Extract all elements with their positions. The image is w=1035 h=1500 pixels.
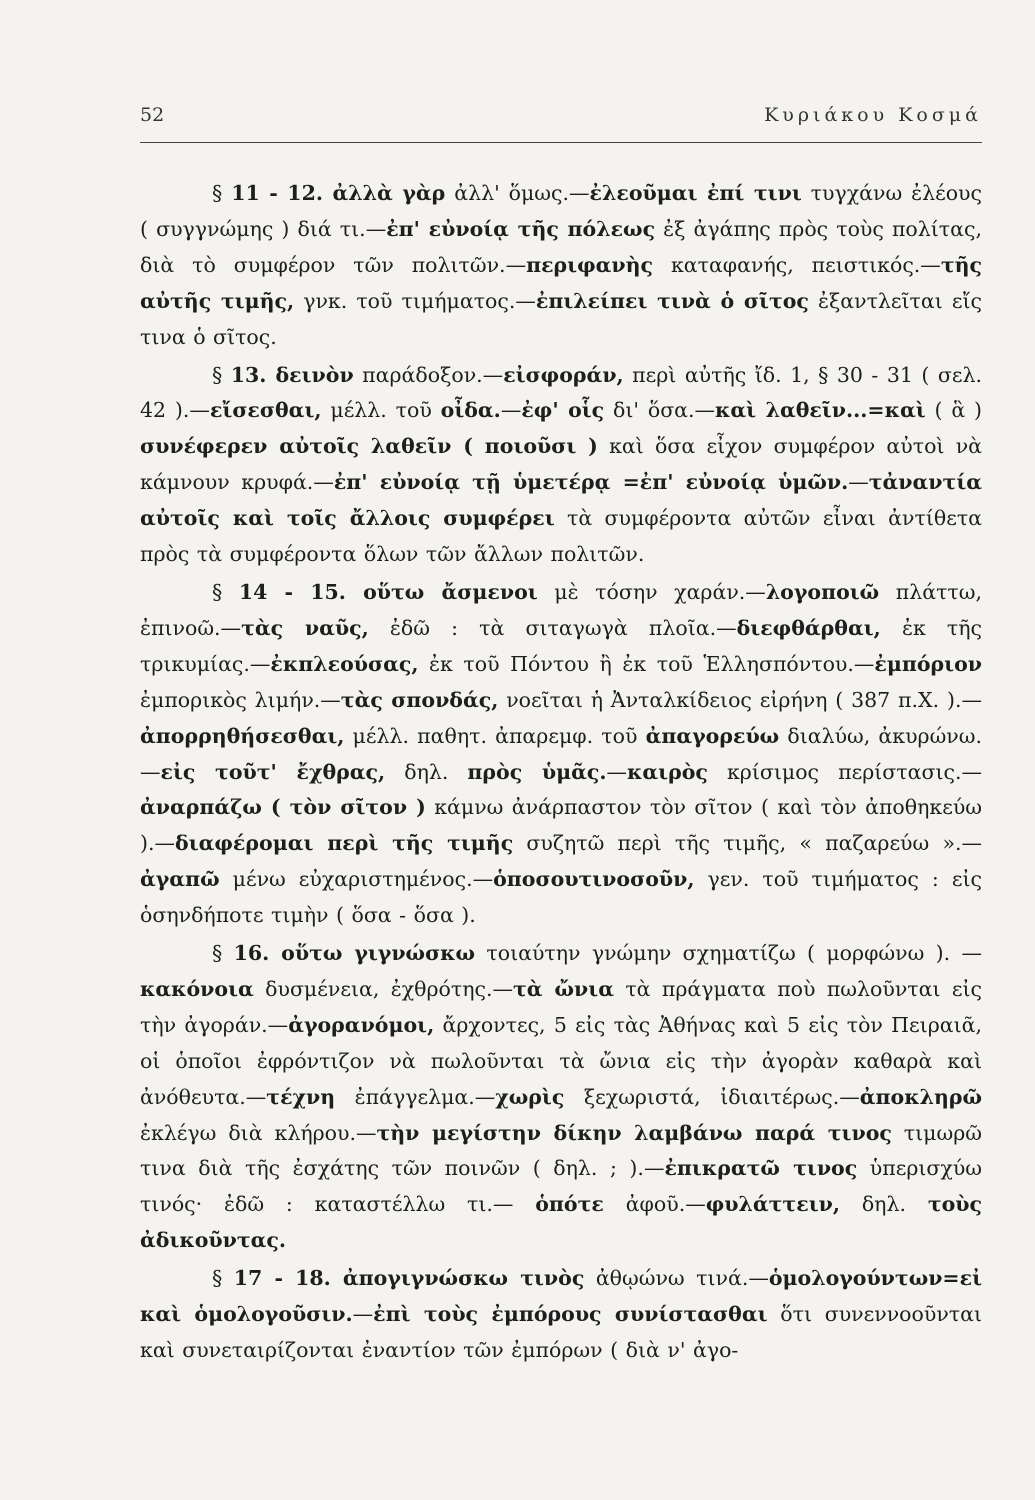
running-title: Κυριάκου Κοσμά — [764, 104, 982, 126]
lemma-text: τὰς ναῦς, — [241, 615, 369, 640]
gloss-text: δυσμένεια, ἐχθρότης.— — [253, 976, 513, 1001]
gloss-text: § — [212, 362, 231, 387]
lemma-text: ὁπότε — [535, 1192, 604, 1217]
lemma-text: πρὸς ὑμᾶς. — [467, 759, 607, 784]
paragraph-section-13 — [140, 358, 982, 573]
gloss-text: ἐδῶ : τὰ σιταγωγὰ πλοῖα.— — [368, 615, 737, 640]
lemma-text: ἐπὶ τοὺς ἐμπόρους συνίστασθαι — [373, 1302, 768, 1327]
gloss-text: ἀφοῦ.— — [603, 1192, 706, 1217]
gloss-text: — — [352, 1302, 374, 1327]
lemma-text: ἐπ' εὐνοίᾳ τῆς πόλεως — [386, 216, 656, 241]
gloss-text: γνκ. τοῦ τιμήματος.— — [294, 288, 536, 313]
gloss-text: ξεχωριστά, ἰδιαιτέρως.— — [564, 1084, 860, 1109]
lemma-text: ὁποσουτινοσοῦν, — [493, 867, 695, 892]
gloss-text: τὰ πράγματα ποὺ πωλοῦνται εἰς τὴν ἀγοράν.— — [140, 976, 982, 1037]
gloss-text: ἀθῳώνω τινά.— — [584, 1266, 769, 1291]
lemma-text: ὁμολογούντων=εἰ καὶ ὁμολογοῦσιν. — [140, 1266, 982, 1327]
gloss-text: ἐκλέγω διὰ κλήρου.— — [140, 1120, 377, 1145]
gloss-text: δηλ. — [385, 759, 468, 784]
gloss-text: ἐξαντλεῖται εἴς τινα ὁ σῖτος. — [140, 288, 982, 349]
lemma-text: 17 - 18. ἀπογιγνώσκω τινὸς — [233, 1266, 585, 1291]
lemma-text: χωρὶς — [495, 1084, 565, 1109]
gloss-text: — — [500, 398, 522, 423]
lemma-text: ἐφ' οἷς — [521, 398, 605, 423]
gloss-text: — — [848, 470, 869, 495]
lemma-text: 14 - 15. οὕτω ἄσμενοι — [238, 579, 538, 604]
lemma-text: ἐλεοῦμαι ἐπί τινι — [589, 181, 802, 205]
lemma-text: εἰς τοῦτ' ἔχθρας, — [160, 759, 386, 784]
lemma-text: τοὺς ἀδικοῦντας. — [140, 1192, 982, 1253]
gloss-text: μέλλ. τοῦ — [321, 398, 441, 423]
gloss-text: ὅτι συνεννοοῦνται καὶ συνεταιρίζονται ἐναντίον τῶν ἐμπόρων ( διὰ ν' ἀγο- — [140, 1302, 983, 1362]
gloss-text: § — [212, 579, 239, 604]
lemma-text: ἐπ' εὐνοίᾳ τῇ ὑμετέρᾳ =ἐπ' εὐνοίᾳ ὑμῶν. — [333, 470, 849, 495]
lemma-text: διαφέρομαι περὶ τῆς τιμῆς — [175, 831, 514, 856]
gloss-text: συζητῶ περὶ τῆς τιμῆς, « παζαρεύω ».— — [513, 831, 983, 856]
paragraph-section-16 — [140, 936, 982, 1259]
gloss-text: παράδοξον.— — [353, 362, 504, 387]
lemma-text: τέχνη — [266, 1084, 336, 1109]
lemma-text: 11 - 12. ἀλλὰ γὰρ — [231, 181, 446, 205]
paragraph-section-17-18 — [140, 1261, 982, 1369]
lemma-text: ἀγαπῶ — [140, 867, 220, 892]
gloss-text: περὶ αὐτῆς ἴδ. 1, § 30 - 31 ( σελ. 42 ).— — [140, 362, 982, 423]
lemma-text: συνέφερεν αὐτοῖς λαθεῖν ( ποιοῦσι ) — [140, 434, 598, 459]
lemma-text: τἀναντία αὐτοῖς καὶ τοῖς ἄλλοις συμφέρει — [140, 470, 983, 531]
gloss-text: § — [212, 941, 234, 966]
gloss-text: κρίσιμος περίστασις.— — [707, 759, 982, 784]
lemma-text: ἀπαγορεύω — [645, 723, 780, 748]
paragraph-section-11-12 — [140, 176, 982, 356]
lemma-text: περιφανὴς — [526, 252, 654, 277]
lemma-text: ἐπιλείπει τινὰ ὁ σῖτος — [535, 288, 809, 313]
gloss-text: ὑπερισχύω τινός· ἐδῶ : καταστέλλω τι.— — [140, 1156, 982, 1217]
gloss-text: κάμνω ἀνάρπαστον τὸν σῖτον ( καὶ τὸν ἀποθηκεύω ).— — [140, 795, 982, 856]
gloss-text: τὰ συμφέροντα αὐτῶν εἶναι ἀντίθετα πρὸς τὰ συμφέροντα ὅλων τῶν ἄλλων πολιτῶν. — [140, 506, 983, 567]
lemma-text: τὰς σπονδάς, — [340, 687, 499, 712]
page-number: 52 — [140, 104, 165, 126]
lemma-text: τὴν μεγίστην δίκην λαμβάνω παρά τινος — [376, 1120, 892, 1145]
lemma-text: ἐπικρατῶ τινος — [664, 1156, 858, 1181]
lemma-text: 16. οὕτω γιγνώσκω — [233, 941, 476, 966]
gloss-text: πλάττω, ἐπινοῶ.— — [140, 579, 982, 640]
lemma-text: ἐμπόριον — [874, 651, 982, 676]
gloss-text: δι' ὅσα.— — [604, 398, 716, 423]
gloss-text: § — [212, 181, 232, 205]
gloss-text: μὲ τόσην χαράν.— — [537, 579, 766, 604]
gloss-text: γεν. τοῦ τιμήματος : εἰς ὁσηνδήποτε τιμὴν ( ὅσα - ὅσα ). — [140, 867, 982, 928]
paragraph-section-14-15 — [140, 575, 982, 934]
lemma-text: οἶδα. — [440, 398, 501, 423]
lemma-text: τῆς αὐτῆς τιμῆς, — [140, 252, 982, 313]
gloss-text: τιμωρῶ τινα διὰ τῆς ἐσχάτης τῶν ποινῶν ( δηλ. ; ).— — [140, 1120, 982, 1181]
gloss-text: ἐμπορικὸς λιμήν.— — [140, 687, 341, 712]
gloss-text: καταφανής, πειστικός.— — [653, 252, 941, 277]
commentary-body — [140, 176, 982, 1371]
lemma-text: φυλάττειν, — [705, 1192, 840, 1217]
gloss-text: — — [606, 759, 628, 784]
lemma-text: ἀγορανόμοι, — [288, 1012, 435, 1037]
gloss-text: ἐκ τῆς τρικυμίας.— — [140, 615, 983, 676]
lemma-text: καὶ λαθεῖν...=καὶ — [715, 398, 926, 423]
gloss-text: § — [212, 1266, 234, 1291]
gloss-text: μένω εὐχαριστημένος.— — [219, 867, 494, 892]
lemma-text: λογοποιῶ — [765, 579, 880, 604]
gloss-text: ἐκ τοῦ Πόντου ἢ ἐκ τοῦ Ἑλλησπόντου.— — [418, 651, 875, 676]
lemma-text: κακόνοια — [140, 976, 254, 1001]
page-header — [140, 104, 982, 126]
gloss-text: διαλύω, ἀκυρώνω.— — [140, 723, 983, 784]
header-rule — [140, 142, 982, 143]
gloss-text: καὶ ὅσα εἶχον συμφέρον αὐτοὶ νὰ κάμνουν κρυφά.— — [140, 434, 982, 495]
gloss-text: ἐπάγγελμα.— — [335, 1084, 496, 1109]
gloss-text: τοιαύτην γνώμην σχηματίζω ( μορφώνω ). — — [475, 941, 982, 966]
gloss-text: δηλ. — [839, 1192, 928, 1217]
lemma-text: 13. δεινὸν — [230, 362, 354, 387]
gloss-text: μέλλ. παθητ. ἀπαρεμφ. τοῦ — [344, 723, 646, 748]
lemma-text: ἀποκληρῶ — [859, 1084, 982, 1109]
gloss-text: ἀλλ' ὅμως.— — [445, 181, 590, 205]
gloss-text: ἄρχοντες, 5 εἰς τὰς Ἀθήνας καὶ 5 εἰς τὸν Πειραιᾶ, οἱ ὁποῖοι ἐφρόντιζον νὰ πωλοῦνται τὰ ὤνια εἰς τὴν ἀγορὰν καθαρὰ καὶ ἀνόθευτα.— — [140, 1012, 982, 1109]
gloss-text: ἐξ ἀγάπης πρὸς τοὺς πολίτας, διὰ τὸ συμφέρον τῶν πολιτῶν.— — [140, 216, 982, 277]
lemma-text: ἐκπλεούσας, — [270, 651, 419, 676]
lemma-text: τὰ ὤνια — [513, 976, 614, 1001]
lemma-text: διεφθάρθαι, — [736, 615, 881, 640]
lemma-text: ἀναρπάζω ( τὸν σῖτον ) — [140, 795, 426, 820]
lemma-text: εἴσεσθαι, — [209, 398, 322, 423]
gloss-text: ( ἃ ) — [925, 398, 983, 423]
lemma-text: καιρὸς — [627, 759, 708, 784]
lemma-text: εἰσφοράν, — [503, 362, 624, 387]
gloss-text: τυγχάνω ἐλέους ( συγγνώμης ) διά τι.— — [140, 181, 982, 241]
gloss-text: νοεῖται ἡ Ἀνταλκίδειος εἰρήνη ( 387 π.Χ. ).— — [498, 687, 982, 712]
lemma-text: ἀπορρηθήσεσθαι, — [140, 723, 345, 748]
